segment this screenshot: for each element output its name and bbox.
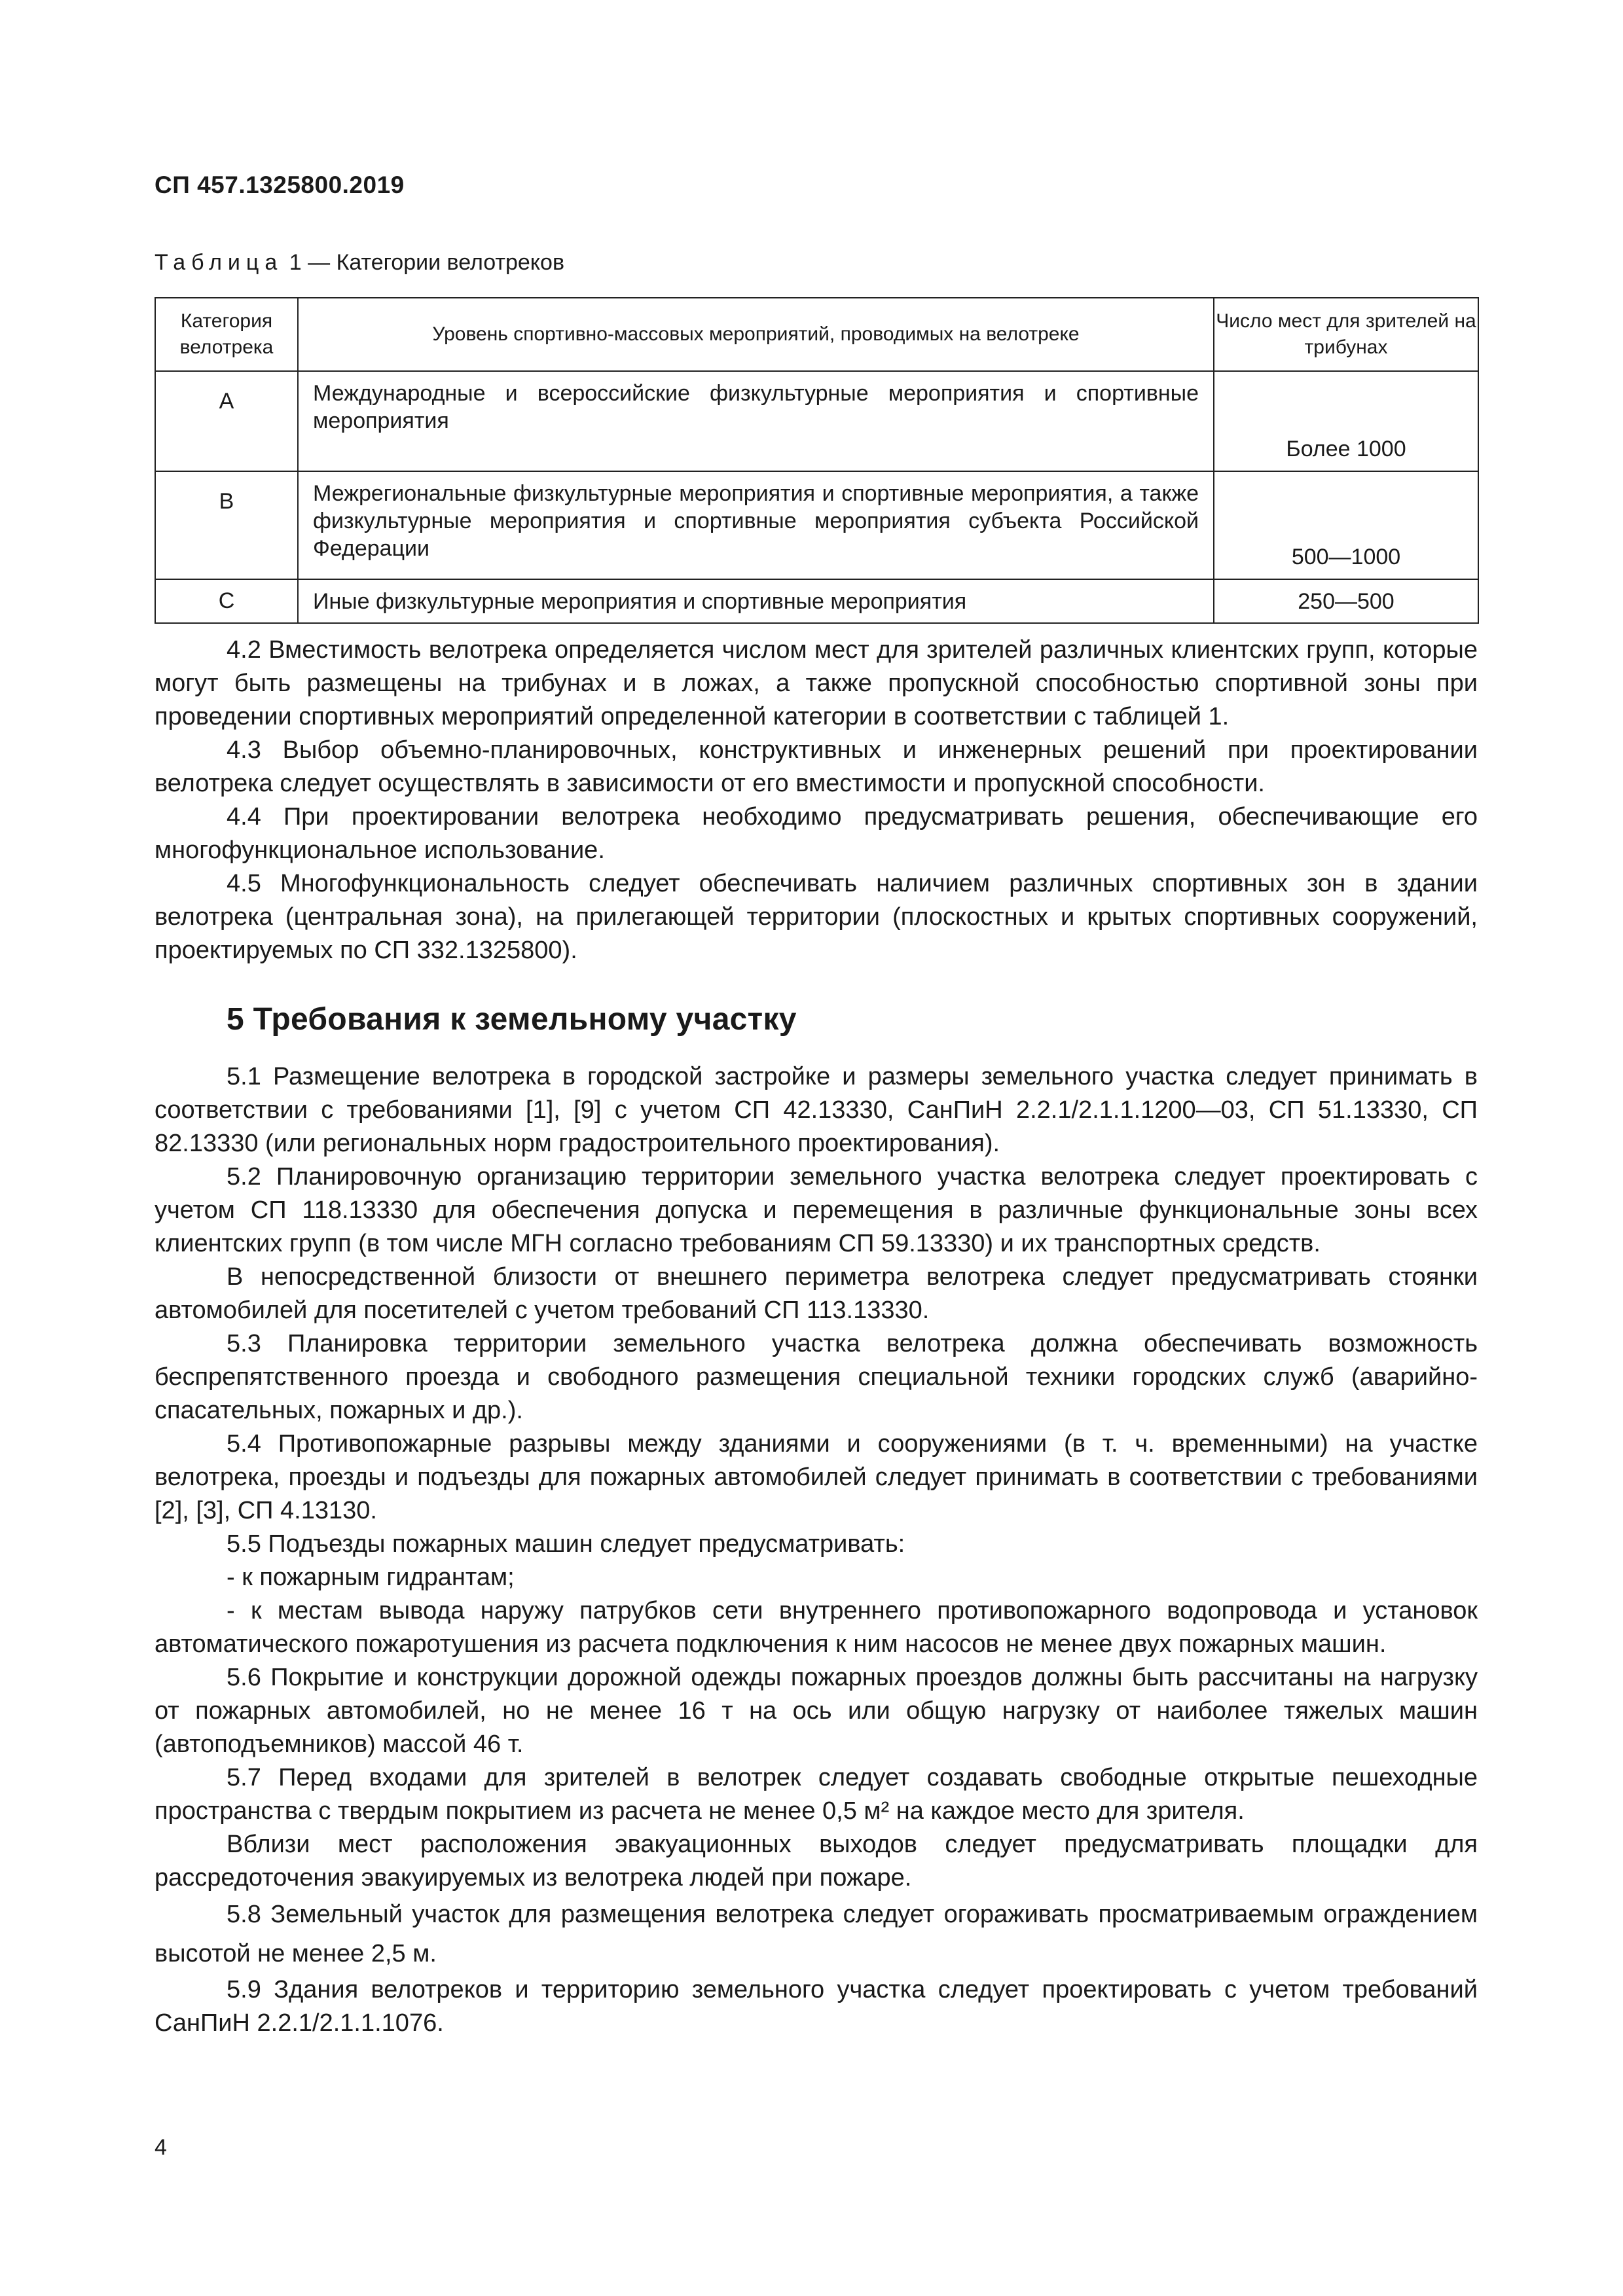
- paragraph-4-5: 4.5 Многофункциональность следует обеспечивать наличием различных спортивных зон в здании велотрека (центральная зона), на прилегающей территории (плоскостных и крытых спортивных сооружений, проектируемых по СП 332.1325800).: [155, 870, 1478, 964]
- paragraph-5-3: 5.3 Планировка территории земельного участка велотрека должна обеспечивать возможность беспрепятственного проезда и свободного размещения специальной техники городских служб (аварийно-спасательных, пожарных и др.).: [155, 1330, 1478, 1424]
- paragraph-5-2-parking: В непосредственной близости от внешнего периметра велотрека следует предусматривать стоянки автомобилей для посетителей с учетом требований СП 113.13330.: [155, 1263, 1478, 1324]
- category-cell: В: [155, 471, 298, 579]
- list-item: - к пожарным гидрантам;: [227, 1564, 515, 1591]
- column-header-category: Категория велотрека: [155, 298, 298, 371]
- seats-cell: 250—500: [1214, 579, 1478, 623]
- section-4-text: [155, 634, 1478, 967]
- paragraph-4-3: 4.3 Выбор объемно-планировочных, конструктивных и инженерных решений при проектировании велотрека следует осуществлять в зависимости от его вместимости и пропускной способности.: [155, 736, 1478, 797]
- paragraph-5-4: 5.4 Противопожарные разрывы между зданиями и сооружениями (в т. ч. временными) на участке велотрека, проезды и подъезды для пожарных автомобилей следует принимать в соответствии с требованиями [2], [3], СП 4.13130.: [155, 1430, 1478, 1524]
- document-code: СП 457.1325800.2019: [155, 171, 405, 198]
- table-row: [155, 471, 1478, 579]
- level-cell: Межрегиональные физкультурные мероприятия и спортивные мероприятия, а также физкультурные мероприятия и спортивные мероприятия субъекта Российской Федерации: [298, 471, 1214, 579]
- table-caption-word: Таблица: [155, 250, 283, 275]
- page-number: 4: [155, 2135, 167, 2160]
- paragraph-5-8: 5.8 Земельный участок для размещения велотрека следует огораживать просматриваемым ограждением высотой не менее 2,5 м.: [155, 1901, 1478, 1967]
- seats-cell: Более 1000: [1214, 371, 1478, 471]
- section-5-heading: 5 Требования к земельному участку: [227, 1002, 797, 1037]
- categories-table: [155, 297, 1479, 624]
- paragraph-5-1: 5.1 Размещение велотрека в городской застройке и размеры земельного участка следует принимать в соответствии с требованиями [1], [9] с учетом СП 42.13330, СанПиН 2.2.1/2.1.1.1200—03, СП 51.13330, СП 82.13330 (или региональных норм градостроительного проектирования).: [155, 1063, 1478, 1157]
- category-cell: С: [155, 579, 298, 623]
- table-row: [155, 371, 1478, 471]
- paragraph-5-2: 5.2 Планировочную организацию территории земельного участка велотрека следует проектировать с учетом СП 118.13330 для обеспечения допуска и перемещения в различные функциональные зоны всех клиентских групп (в том числе МГН согласно требованиям СП 59.13330) и их транспортных средств.: [155, 1163, 1478, 1257]
- level-cell: Иные физкультурные мероприятия и спортивные мероприятия: [298, 579, 1214, 623]
- paragraph-5-7: 5.7 Перед входами для зрителей в велотрек следует создавать свободные открытые пешеходные пространства с твердым покрытием из расчета не менее 0,5 м² на каждое место для зрителя.: [155, 1764, 1478, 1825]
- table-caption-title: 1 — Категории велотреков: [289, 250, 565, 275]
- paragraph-5-5: 5.5 Подъезды пожарных машин следует предусматривать:: [227, 1530, 905, 1558]
- seats-cell: 500—1000: [1214, 471, 1478, 579]
- column-header-seats: Число мест для зрителей на трибунах: [1214, 298, 1478, 371]
- paragraph-5-9: 5.9 Здания велотреков и территорию земельного участка следует проектировать с учетом требований СанПиН 2.2.1/2.1.1.1076.: [155, 1976, 1478, 2037]
- level-cell: Международные и всероссийские физкультурные мероприятия и спортивные мероприятия: [298, 371, 1214, 471]
- column-header-level: Уровень спортивно-массовых мероприятий, проводимых на велотреке: [298, 298, 1214, 371]
- paragraph-4-2: 4.2 Вместимость велотрека определяется числом мест для зрителей различных клиентских групп, которые могут быть размещены на трибунах и в ложах, а также пропускной способностью спортивной зоны при проведении спортивных мероприятий определенной категории в соответствии с таблицей 1.: [155, 636, 1478, 730]
- paragraph-4-4: 4.4 При проектировании велотрека необходимо предусматривать решения, обеспечивающие его многофункциональное использование.: [155, 803, 1478, 864]
- paragraph-5-6: 5.6 Покрытие и конструкции дорожной одежды пожарных проездов должны быть рассчитаны на нагрузку от пожарных автомобилей, но не менее 16 т на ось или общую нагрузку от наиболее тяжелых машин (автоподъемников) массой 46 т.: [155, 1664, 1478, 1758]
- table-row: [155, 579, 1478, 623]
- table-header-row: [155, 298, 1478, 371]
- paragraph-5-7-evacuation: Вблизи мест расположения эвакуационных выходов следует предусматривать площадки для рассредоточения эвакуируемых из велотрека людей при пожаре.: [155, 1831, 1478, 1892]
- section-5-text: [155, 1060, 1478, 2040]
- list-item: - к местам вывода наружу патрубков сети внутреннего противопожарного водопровода и установок автоматического пожаротушения из расчета подключения к ним насосов не менее двух пожарных машин.: [155, 1597, 1478, 1658]
- table-caption: [155, 250, 564, 276]
- category-cell: А: [155, 371, 298, 471]
